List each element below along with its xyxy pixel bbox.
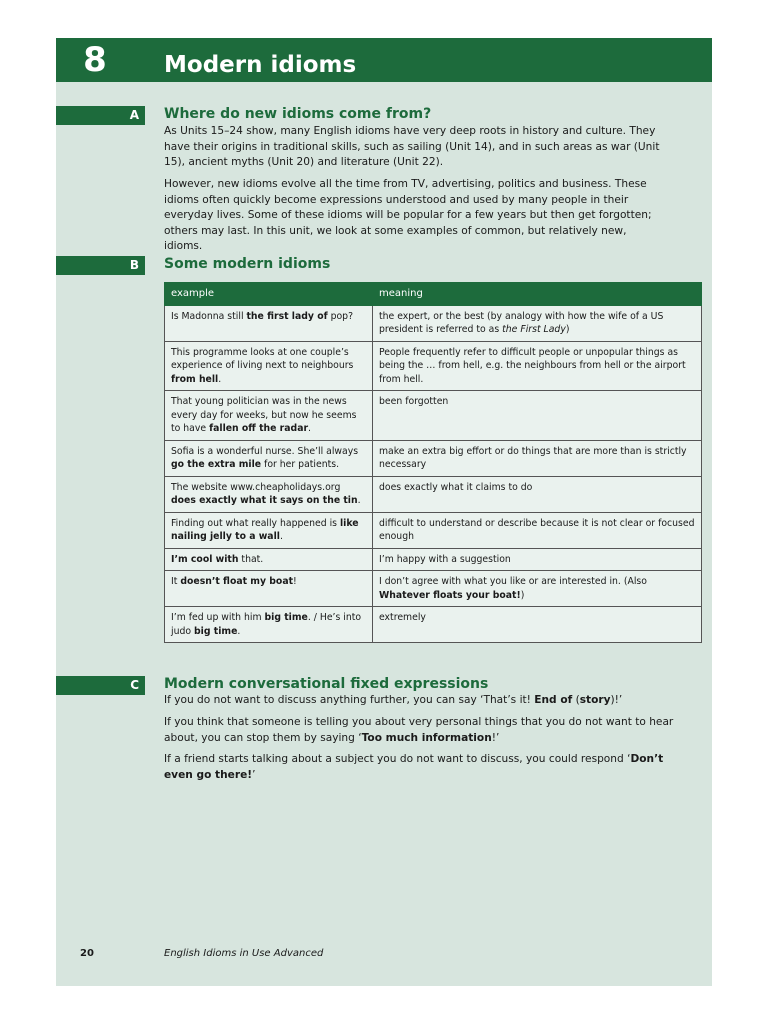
table-row — [165, 571, 702, 607]
example-cell: Sofia is a wonderful nurse. She’ll always go the extra mile for her patients. — [165, 440, 373, 476]
section-a-title: Where do new idioms come from? — [164, 106, 432, 122]
meaning-cell: the expert, or the best (by analogy with how the wife of a US president is referred to as the First Lady) — [373, 305, 702, 341]
table-row — [165, 512, 702, 548]
example-cell: Finding out what really happened is like nailing jelly to a wall. — [165, 512, 373, 548]
example-cell: Is Madonna still the first lady of pop? — [165, 305, 373, 341]
example-cell: It doesn’t float my boat! — [165, 571, 373, 607]
section-a-paragraph-1: As Units 15–24 show, many English idioms have very deep roots in history and culture. They have their origins in traditional skills, such as sailing (Unit 14), and in such areas as war (Unit 15), ancient myths (Unit 20) and literature (Unit 22). — [164, 125, 660, 168]
table-row — [165, 476, 702, 512]
section-b-title: Some modern idioms — [164, 256, 331, 272]
idioms-table — [164, 282, 702, 643]
section-c-paragraph-2: If you think that someone is telling you about very personal things that you do not want to hear about, you can stop them by saying ‘Too much information!’ — [164, 716, 674, 744]
example-cell: That young politician was in the news every day for weeks, but now he seems to have fallen off the radar. — [165, 391, 373, 441]
meaning-cell: difficult to understand or describe because it is not clear or focused enough — [373, 512, 702, 548]
table-row — [165, 391, 702, 441]
meaning-cell: I’m happy with a suggestion — [373, 548, 702, 571]
table-header-row — [165, 283, 702, 306]
section-a-tab — [56, 106, 145, 125]
section-c-paragraph-3: If a friend starts talking about a subject you do not want to discuss, you could respond ‘Don’t even go there!’ — [164, 753, 664, 781]
example-cell: I’m cool with that. — [165, 548, 373, 571]
meaning-cell: extremely — [373, 607, 702, 643]
header-example: example — [165, 283, 373, 306]
section-b-tab — [56, 256, 145, 275]
meaning-cell: does exactly what it claims to do — [373, 476, 702, 512]
section-a-letter: A — [129, 108, 139, 122]
unit-number: 8 — [83, 40, 107, 80]
table-row — [165, 305, 702, 341]
page — [56, 38, 712, 986]
header-meaning: meaning — [373, 283, 702, 306]
meaning-cell: make an extra big effort or do things that are more than is strictly necessary — [373, 440, 702, 476]
example-cell: I’m fed up with him big time. / He’s into judo big time. — [165, 607, 373, 643]
book-title: English Idioms in Use Advanced — [164, 948, 324, 959]
meaning-cell: I don’t agree with what you like or are interested in. (Also Whatever floats your boat!) — [373, 571, 702, 607]
page-number: 20 — [80, 948, 94, 959]
table-row — [165, 548, 702, 571]
section-c-title: Modern conversational fixed expressions — [164, 676, 489, 692]
meaning-cell: been forgotten — [373, 391, 702, 441]
table-row — [165, 341, 702, 391]
table-row — [165, 607, 702, 643]
table-body — [165, 305, 702, 643]
example-cell: The website www.cheapholidays.org does exactly what it says on the tin. — [165, 476, 373, 512]
example-cell: This programme looks at one couple’s experience of living next to neighbours from hell. — [165, 341, 373, 391]
section-a-paragraph-2: However, new idioms evolve all the time from TV, advertising, politics and business. These idioms often quickly become expressions understood and used by many people in their everyday lives. Some of these idioms will be popular for a few years but then get forgotten; others may last. In this unit, we look at some examples of common, but relatively new, idioms. — [164, 178, 652, 252]
table-row — [165, 440, 702, 476]
unit-header — [56, 38, 712, 82]
section-c-letter: C — [130, 678, 139, 692]
section-b-letter: B — [129, 258, 139, 272]
section-c-paragraph-1: If you do not want to discuss anything further, you can say ‘That’s it! End of (story)!’ — [164, 694, 623, 706]
section-c-tab — [56, 676, 145, 695]
meaning-cell: People frequently refer to difficult people or unpopular things as being the … from hell, e.g. the neighbours from hell or the airport from hell. — [373, 341, 702, 391]
unit-title: Modern idioms — [164, 52, 357, 78]
